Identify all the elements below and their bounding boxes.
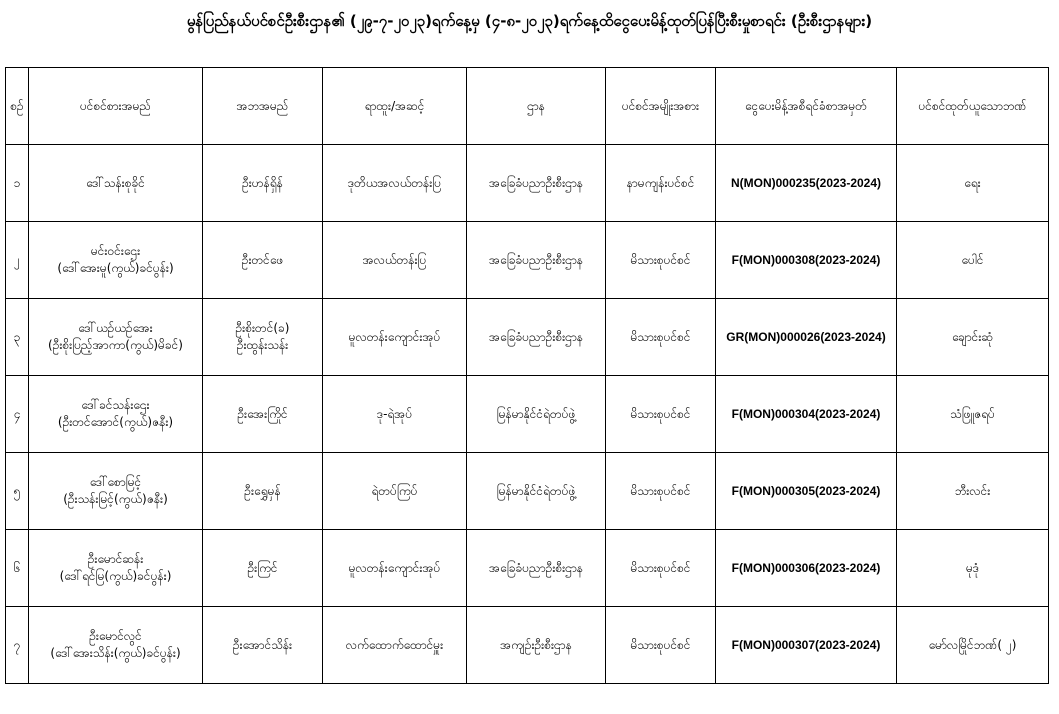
cell-no: ၁ xyxy=(6,145,29,222)
cell-no: ၅ xyxy=(6,453,29,530)
cell-pension-type: မိသားစုပင်စင် xyxy=(606,299,716,376)
header-no: စဉ် xyxy=(6,68,29,145)
cell-no: ၆ xyxy=(6,530,29,607)
table-row xyxy=(6,376,1049,453)
cell-name xyxy=(29,222,203,299)
cell-name xyxy=(29,145,203,222)
cell-name xyxy=(29,299,203,376)
cell-report-number: F(MON)000304(2023-2024) xyxy=(716,376,897,453)
cell-bank: မုဒုံ xyxy=(897,530,1049,607)
header-report-number: ငွေပေးမိန့်အစီရင်ခံစာအမှတ် xyxy=(716,68,897,145)
name-line: (ဒေါ်အေးသိန်း(ကွယ်)ခင်ပွန်း) xyxy=(50,646,181,660)
table-row xyxy=(6,607,1049,684)
father-line: ဦးစိုးတင်(ခ) xyxy=(235,321,290,335)
name-line: ဦးမောင်လွင် xyxy=(89,629,142,643)
cell-rank: အလယ်တန်းပြ xyxy=(323,222,467,299)
cell-report-number: N(MON)000235(2023-2024) xyxy=(716,145,897,222)
cell-report-number: GR(MON)000026(2023-2024) xyxy=(716,299,897,376)
cell-no: ၄ xyxy=(6,376,29,453)
cell-report-number: F(MON)000306(2023-2024) xyxy=(716,530,897,607)
cell-name xyxy=(29,453,203,530)
cell-department: မြန်မာနိုင်ငံရဲတပ်ဖွဲ့ xyxy=(467,376,606,453)
name-line: (ဦးတင်အောင်(ကွယ်)ဇနီး) xyxy=(57,415,174,429)
cell-rank: ဒု-ရဲအုပ် xyxy=(323,376,467,453)
document-title: မွန်ပြည်နယ်ပင်စင်ဦးစီးဌာန၏ (၂၉-၇-၂၀၂၃)ရက်နေ့မှ (၄-၈-၂၀၂၃)ရက်နေ့ထိငွေပေးမိန့်ထုတ်ပြန်ပြီးစီးမှုစာရင်း (ဦးစီးဌာနများ) xyxy=(186,12,873,30)
cell-report-number: F(MON)000307(2023-2024) xyxy=(716,607,897,684)
name-line: မင်းဝင်းဌေး xyxy=(90,244,141,258)
father-line: ဦးကြင် xyxy=(247,560,278,575)
cell-pension-type: မိသားစုပင်စင် xyxy=(606,376,716,453)
cell-pension-type: မိသားစုပင်စင် xyxy=(606,607,716,684)
cell-father xyxy=(203,222,323,299)
cell-name xyxy=(29,376,203,453)
cell-bank: ချောင်းဆုံ xyxy=(897,299,1049,376)
table-row xyxy=(6,145,1049,222)
table-row xyxy=(6,530,1049,607)
cell-bank: မော်လမြိုင်ဘဏ်( ၂) xyxy=(897,607,1049,684)
cell-department: အခြေခံပညာဦးစီးဌာန xyxy=(467,530,606,607)
father-line: ဦးထွန်းသန်း xyxy=(236,338,289,352)
cell-rank: လက်ထောက်ထောင်မှူး xyxy=(323,607,467,684)
cell-father xyxy=(203,530,323,607)
cell-rank: ဒုတိယအလယ်တန်းပြ xyxy=(323,145,467,222)
table-row xyxy=(6,299,1049,376)
cell-report-number: F(MON)000308(2023-2024) xyxy=(716,222,897,299)
cell-department: အခြေခံပညာဦးစီးဌာန xyxy=(467,299,606,376)
cell-father xyxy=(203,145,323,222)
father-line: ဦးတင်ဖေ xyxy=(241,252,284,267)
cell-department: အခြေခံပညာဦးစီးဌာန xyxy=(467,222,606,299)
father-line: ဦးအေးကြိုင် xyxy=(237,406,288,421)
header-rank: ရာထူး/အဆင့် xyxy=(323,68,467,145)
cell-bank: ဘီးလင်း xyxy=(897,453,1049,530)
cell-pension-type: မိသားစုပင်စင် xyxy=(606,530,716,607)
cell-department: မြန်မာနိုင်ငံရဲတပ်ဖွဲ့ xyxy=(467,453,606,530)
cell-rank: မူလတန်းကျောင်းအုပ် xyxy=(323,299,467,376)
header-pension-type: ပင်စင်အမျိုးအစား xyxy=(606,68,716,145)
cell-department: အခြေခံပညာဦးစီးဌာန xyxy=(467,145,606,222)
name-line: (ဒေါ်အေးမူ(ကွယ်)ခင်ပွန်း) xyxy=(57,261,174,275)
cell-name xyxy=(29,530,203,607)
father-line: ဦးရွှေမှန် xyxy=(244,483,281,498)
name-line: ဒေါ်စောမြင့် xyxy=(89,475,142,489)
cell-name xyxy=(29,607,203,684)
name-line: ဦးမောင်ဆန်း xyxy=(87,552,144,566)
name-line: (ဒေါ်ရင်မြ(ကွယ်)ခင်ပွန်း) xyxy=(59,569,172,583)
table-row xyxy=(6,222,1049,299)
cell-bank: သံဖြူဇရပ် xyxy=(897,376,1049,453)
table-row xyxy=(6,453,1049,530)
pension-table xyxy=(5,67,1049,684)
table-header-row xyxy=(6,68,1049,145)
cell-pension-type: မိသားစုပင်စင် xyxy=(606,222,716,299)
cell-father xyxy=(203,607,323,684)
header-name: ပင်စင်စားအမည် xyxy=(29,68,203,145)
cell-father xyxy=(203,299,323,376)
cell-rank: မူလတန်းကျောင်းအုပ် xyxy=(323,530,467,607)
father-line: ဦးဟန်ရှိန် xyxy=(242,175,283,190)
cell-bank: ရေး xyxy=(897,145,1049,222)
cell-department: အကျဉ်းဦးစီးဌာန xyxy=(467,607,606,684)
cell-no: ၂ xyxy=(6,222,29,299)
name-line: ဒေါ်သန်းစုခိုင် xyxy=(86,175,145,190)
cell-report-number: F(MON)000305(2023-2024) xyxy=(716,453,897,530)
cell-no: ၇ xyxy=(6,607,29,684)
header-department: ဌာန xyxy=(467,68,606,145)
name-line: ဒေါ်ယဉ်ယဉ်အေး xyxy=(78,321,153,335)
cell-pension-type: မိသားစုပင်စင် xyxy=(606,453,716,530)
cell-pension-type: နာမကျန်းပင်စင် xyxy=(606,145,716,222)
header-bank: ပင်စင်ထုတ်ယူသောဘဏ် xyxy=(897,68,1049,145)
cell-father xyxy=(203,376,323,453)
cell-rank: ရဲတပ်ကြပ် xyxy=(323,453,467,530)
cell-father xyxy=(203,453,323,530)
name-line: (ဦးစိုးပြည့်အာကာ(ကွယ်)မိခင်) xyxy=(48,338,183,352)
header-father: အဘအမည် xyxy=(203,68,323,145)
cell-no: ၃ xyxy=(6,299,29,376)
name-line: ဒေါ်ခင်သန်းဌေး xyxy=(81,398,150,412)
father-line: ဦးအောင်သိန်း xyxy=(232,637,293,652)
name-line: (ဦးသန်းမြင့်(ကွယ်)ဇနီး) xyxy=(63,492,168,506)
cell-bank: ပေါင် xyxy=(897,222,1049,299)
